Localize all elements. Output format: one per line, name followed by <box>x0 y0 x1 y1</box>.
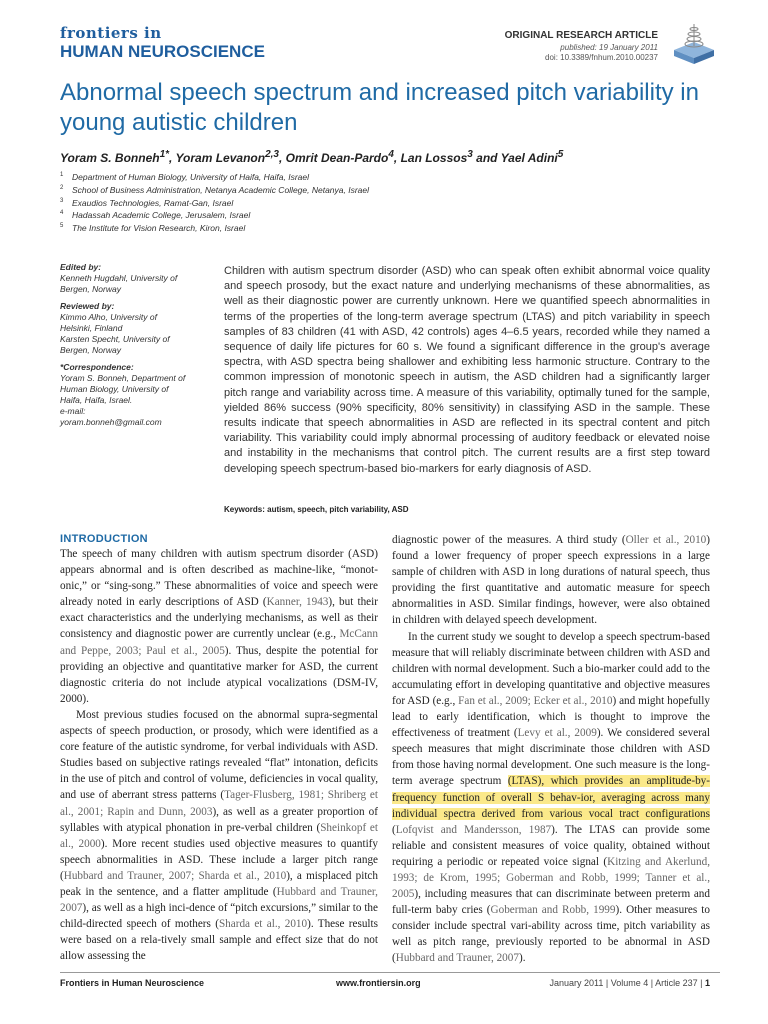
body-column-right <box>392 532 710 967</box>
citation-link[interactable]: Oller et al., 2010 <box>625 534 707 546</box>
author-separator: , <box>393 151 401 165</box>
affiliation <box>60 183 720 196</box>
author-name: Yael Adini <box>500 151 558 165</box>
citation-link[interactable]: Goberman and Robb, 1999 <box>490 904 616 917</box>
keywords: Keywords: autism, speech, pitch variability, ASD <box>224 505 409 514</box>
doi: doi: 10.3389/fnhum.2010.00237 <box>545 53 658 62</box>
author-separator: and <box>472 151 501 165</box>
article-type: ORIGINAL RESEARCH ARTICLE <box>504 30 658 41</box>
affiliation-text: Exaudios Technologies, Ramat-Gan, Israel <box>72 197 234 208</box>
paragraph: diagnostic power of the measures. A third study (Oller et al., 2010) found a lower frequency of proper speech expressions in a large sample of children with ASD in long durations of natural speech, thus providing the first quantitative and automatic measure for speech abnormalities in ASD. Similar findings, however, were also obtained in children with delayed speech development. <box>392 534 710 627</box>
body-column-left <box>60 532 378 964</box>
footer-issue-info <box>550 978 710 988</box>
citation-link[interactable]: Lofqvist and Mandersson, 1987 <box>395 823 552 836</box>
edited-by-text: Kenneth Hugdahl, University of Bergen, Norway <box>60 273 178 294</box>
author-name: Omrit Dean-Pardo <box>285 151 389 165</box>
reviewed-by-label: Reviewed by: <box>60 301 115 311</box>
affiliation-text: School of Business Administration, Netanya Academic College, Netanya, Israel <box>72 184 370 195</box>
author-name: Lan Lossos <box>400 151 468 165</box>
footer-website-link[interactable]: www.frontiersin.org <box>336 978 421 988</box>
abstract: Children with autism spectrum disorder (ASD) who can speak often exhibit abnormal voice quality and speech prosody, but the exact nature and underlying mechanisms of these abnormalities, as well as their diagnostic power are currently unknown. Here we quantified speech abnormalities in terms of the properties of the long-term average spectrum (LTAS) and pitch variability in speech samples of 83 children (41 with ASD, 42 controls) ages 4–6.5 years, recorded while they named a sequence of daily life pictures for 60 s. We found a significant difference in the group's average spectra, with ASD spectra being shallower and exhibiting less harmonic structure. Contrary to the common impression of monotonic speech in autism, the ASD children had a significantly larger pitch range and variability across time. A measure of this variability, optimally tuned for the sample, yielded 86% success (90% specificity, 80% sensitivity) in classifying ASD in the sample. These results indicate that speech abnormalities in ASD are reflected in its spectral content and pitch variability. This variability could imply abnormal processing of auditory feedback or elevated noise and instability in the mechanisms that control pitch. The current results are a first step toward developing speech spectrum-based bio-markers for early diagnosis of ASD. <box>224 265 710 475</box>
citation-link[interactable]: Kanner, 1943 <box>266 596 329 609</box>
affiliation <box>60 196 720 209</box>
affiliation-num: 2 <box>60 184 64 191</box>
correspondence-text: Yoram S. Bonneh, Department of Human Biology, University of Haifa, Haifa, Israel. <box>60 373 186 405</box>
author-sup: 3 <box>467 149 473 160</box>
article-title: Abnormal speech spectrum and increased pitch variability in young autistic children <box>60 79 699 136</box>
citation-link[interactable]: Tager-Flusberg, 1981; Shriberg et al., 2001; Rapin and Dunn, 2003 <box>60 789 379 818</box>
affiliation-text: Hadassah Academic College, Jerusalem, Israel <box>72 210 251 221</box>
citation-link[interactable]: Sheinkopf et al., 2000 <box>60 821 378 850</box>
journal-name-top: frontiers in <box>60 24 162 42</box>
paragraph: Most previous studies focused on the abnormal supra-segmental aspects of speech production, or prosody, which were identified as a core feature of the autistic syndrome, for verbal individuals with ASD. Studies based on subjective ratings revealed “flat” intonation, deficits in the use of pitch and control of volume, deficiencies in vocal quality, and use of aberrant stress patterns (Tager-Flusberg, 1981; Shriberg et al., 2001; Rapin and Dunn, 2003), as well as a greater proportion of syllables with atypical phonation in pre-verbal children (Sheinkopf et al., 2000). More recent studies used objective measures to quantify speech abnormalities in ASD. These include a larger pitch range (Hubbard and Trauner, 2007; Sharda et al., 2010), a misplaced pitch peak in the sentence, and a flatter amplitude (Hubbard and Trauner, 2007), as well as a high inci-dence of “pitch excursions,” similar to the child-directed speech of mothers (Sharda et al., 2010). These results were based on a rela-tively small sample and effect size that do not allow assessing the <box>60 708 379 963</box>
author-sup: 4 <box>388 149 394 160</box>
author-sup: 1* <box>159 149 170 160</box>
author-separator: , <box>278 151 286 165</box>
published-date: published: 19 January 2011 <box>560 43 658 52</box>
affiliation-num: 1 <box>60 172 64 178</box>
affiliation-num: 5 <box>60 223 64 230</box>
author-list <box>60 149 720 165</box>
citation-link[interactable]: Sharda et al., 2010 <box>218 918 308 931</box>
affiliation-num: 3 <box>60 197 64 204</box>
journal-name-bottom: HUMAN NEUROSCIENCE <box>60 42 265 61</box>
affiliation <box>60 208 720 221</box>
footer-journal: Frontiers in Human Neuroscience <box>60 978 205 988</box>
author-sup: 2,3 <box>265 149 279 160</box>
author-name: Yoram Levanon <box>175 151 266 165</box>
affiliation <box>60 170 720 183</box>
edited-by-label: Edited by: <box>60 262 102 272</box>
reviewer-text: Karsten Specht, University of Bergen, Norway <box>60 334 170 355</box>
citation-link[interactable]: Hubbard and Trauner, 2007 <box>60 885 378 915</box>
editorial-info <box>60 262 188 428</box>
citation-link[interactable]: Levy et al., 2009 <box>517 727 597 740</box>
reviewer-text: Kimmo Alho, University of Helsinki, Finland <box>60 312 157 333</box>
citation-link[interactable]: Kitzing and Akerlund, 1993; de Krom, 1995; Goberman and Robb, 1999; Tanner et al., 2005 <box>392 855 710 901</box>
affiliation-num: 4 <box>60 210 64 217</box>
author-sup: 5 <box>557 149 564 160</box>
footer-issue-text: January 2011 | Volume 4 | Article 237 | <box>549 978 705 988</box>
affiliations <box>60 170 720 234</box>
citation-link[interactable]: Hubbard and Trauner, 2007 <box>395 952 519 965</box>
section-heading: INTRODUCTION <box>60 533 148 545</box>
paragraph: In the current study we sought to develop a speech spectrum-based measure that will reliably discriminate between children with ASD and children with normal development. Such a bio-marker could add to the accumulating effort in developing quantitative and objective measures for ASD (e.g., Fan et al., 2009; Ecker et al., 2010) and might hopefully lead to early identification, which is thought to improve the effectiveness of treatment (Levy et al., 2009). We considered several speech measures that might discriminate those children with ASD from those having normal development. One such measure is the long-term average spectrum (LTAS), which provides an amplitude-by-frequency function of overall S behav-ior, averaging across many individual spectra derived from various vocal tract configurations (Lofqvist and Mandersson, 1987). The LTAS can provide some reliable and consistent measures of voice quality, obtained without requiring a periodic or repeated voice signal (Kitzing and Akerlund, 1993; de Krom, 1995; Goberman and Robb, 1999; Tanner et al., 2005), including measures that can discriminate between preterm and full-term baby cries (Goberman and Robb, 1999). Other measures to consider include spectral vari-ability across time, pitch variability as well as pitch range, previously reported to be abnormal in ASD (Hubbard and Trauner, 2007). <box>392 630 711 965</box>
citation-link[interactable]: Hubbard and Trauner, 2007; Sharda et al., 2010 <box>63 869 287 882</box>
footer-divider <box>60 972 720 973</box>
paragraph: The speech of many children with autism spectrum disorder (ASD) appears abnormal and is often described as machine-like, “monot-onic,” or “sing-song.” These abnormalities of voice and speech were already noted in early descriptions of ASD (Kanner, 1943), but their exact characteristics and the underlying mechanisms, as well as their consistency and diagnostic power are currently unclear (e.g., McCann and Peppe, 2003; Paul et al., 2005). Thus, despite the potential for providing an objective and quantitative marker for ASD, the current diagnostic criteria do not include atypical vocalizations (DSM-IV, 2000). <box>60 548 379 705</box>
author-separator: , <box>169 151 176 165</box>
citation-link[interactable]: McCann and Peppe, 2003; Paul et al., 2005 <box>60 628 378 657</box>
highlighted-text: (LTAS), which provides an amplitude-by-frequency function of overall S behav-ior, averaging across many individual spectra derived from various vocal tract configurations <box>392 775 710 820</box>
correspondence-label: *Correspondence: <box>60 362 134 372</box>
journal-logo-icon <box>670 20 718 66</box>
citation-link[interactable]: Fan et al., 2009; Ecker et al., 2010 <box>458 694 613 707</box>
affiliation <box>60 221 720 234</box>
page-number: 1 <box>704 978 710 988</box>
correspondence-email[interactable]: e-mail: yoram.bonneh@gmail.com <box>60 406 162 427</box>
author-name: Yoram S. Bonneh <box>60 151 160 165</box>
affiliation-text: The Institute for Vision Research, Kiron, Israel <box>72 223 246 234</box>
affiliation-text: Department of Human Biology, University of Haifa, Haifa, Israel <box>72 171 309 182</box>
